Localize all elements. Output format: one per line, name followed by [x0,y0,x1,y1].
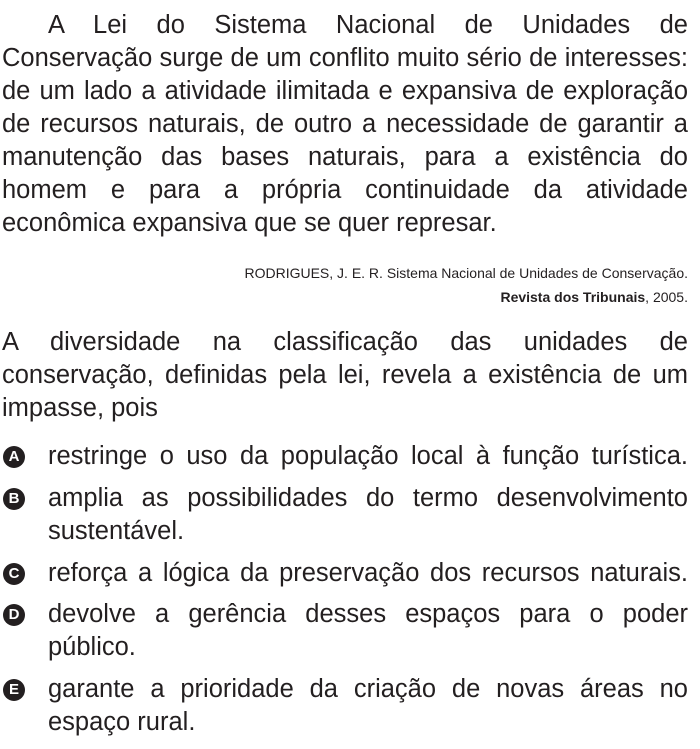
option-b-text: amplia as possibilidades do termo desenvolvimento sustentável. [48,484,688,545]
passage-text: A Lei do Sistema Nacional de Unidades de Conservação surge de um conflito muito sério de interesses: de um lado a atividade ilimitada e expansiva de exploração de recursos naturais, de outro a necessidade de garantir a manutenção das bases naturais, para a existência do homem e para a própria continuidade da atividade econômica expansiva que se quer represar. [2,11,688,237]
option-d-letter-badge[interactable]: D [3,604,25,626]
question-stem: A diversidade na classificação das unidades de conservação, definidas pela lei, revela a existência de um impasse, pois [2,328,688,422]
option-e-letter-badge[interactable]: E [3,679,25,701]
option-b-letter-badge[interactable]: B [3,488,25,510]
option-a-text: restringe o uso da população local à função turística. [48,442,688,470]
citation-source [48,285,688,309]
option-d-text: devolve a gerência desses espaços para o poder público. [48,600,688,661]
citation-author-title: RODRIGUES, J. E. R. Sistema Nacional de Unidades de Conservação. [244,265,688,281]
option-c-letter-badge[interactable]: C [3,563,25,585]
citation-year: , 2005. [645,289,688,305]
option-c-text: reforça a lógica da preservação dos recursos naturais. [48,559,688,587]
option-a-letter-badge[interactable]: A [3,446,25,468]
citation-journal: Revista dos Tribunais [500,289,646,305]
option-e-text: garante a prioridade da criação de novas áreas no espaço rural. [48,675,688,736]
citation [48,261,688,309]
